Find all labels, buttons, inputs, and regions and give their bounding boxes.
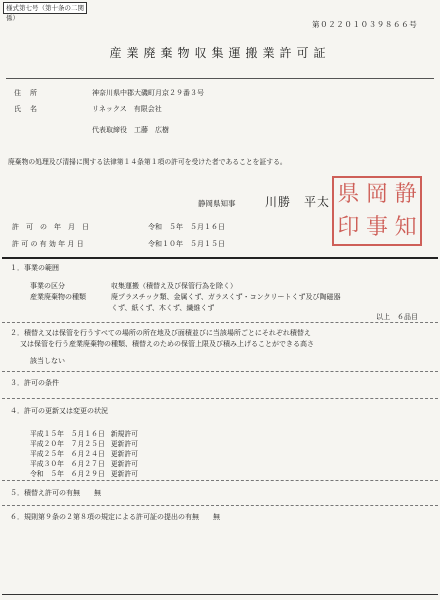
section-1-title: １．事業の範囲 [10,264,59,272]
table-row [30,428,144,438]
address-label: 住 所 [14,89,38,97]
waste-type-label: 産業廃棄物の種類 [30,293,86,301]
history-date: 平成１５年 ５月１６日 [30,430,105,438]
table-row [30,468,144,478]
divider [6,78,434,79]
certificate-number: 第０２２０１０３９８６６号 [312,20,418,29]
item-count: 以上 ６品目 [376,313,418,321]
seal-char: 知 [394,214,417,240]
official-seal [332,176,422,246]
seal-char: 印 [337,214,360,240]
section-5-title: ５．積替え許可の有無 無 [10,489,101,497]
history-date: 平成２５年 ６月２４日 [30,450,105,458]
section-2-text: ２．積替え又は保管を行うすべての場所の所在地及び面積並びに当該場所ごとにそれぞれ積替え [10,329,311,337]
history-type: 更新許可 [110,460,138,468]
section-4-title: ４．許可の更新又は変更の状況 [10,407,108,415]
history-date: 平成２０年 ７月２５日 [30,440,105,448]
waste-type-value-cont: くず、紙くず、木くず、繊維くず [111,304,215,312]
waste-type-value: 廃プラスチック類、金属くず、ガラスくず・コンクリートくず及び陶磁器 [111,293,341,301]
section-6-title: ６．規則第９条の２第８項の規定による許可証の提出の有無 無 [10,513,220,521]
renewal-history-table [30,428,144,478]
divider [2,398,438,399]
divider [2,371,438,372]
section-2-text-cont: 又は保管を行う産業廃棄物の種類、積替えのための保管上限及び積み上げることができる高さ [20,340,314,348]
business-category-label: 事業の区分 [30,282,65,290]
divider [2,594,438,595]
divider [2,257,438,259]
history-type: 更新許可 [110,470,138,478]
section-2-value: 該当しない [30,357,65,365]
governor-title: 静岡県知事 [198,199,236,208]
business-category-value: 収集運搬（積替え及び保管行為を除く） [111,282,237,290]
divider [2,480,438,481]
seal-char: 県 [337,181,360,207]
table-row [30,438,144,448]
permit-date-value: 令和 ５年 ５月１６日 [148,223,225,231]
divider [2,505,438,506]
seal-char: 静 [394,181,417,207]
seal-char: 事 [365,214,388,240]
name-label: 氏 名 [14,105,38,113]
seal-char: 岡 [365,181,388,207]
representative-name: 代表取締役 工藤 広樹 [92,126,169,134]
table-row [30,448,144,458]
history-date: 平成３０年 ６月２７日 [30,460,105,468]
expiry-date-label: 許 可 の 有 効 年 月 日 [12,240,84,248]
governor-name: 川勝 平太 [265,195,331,209]
certificate-title: 産業廃棄物収集運搬業許可証 [109,46,331,60]
history-date: 令和 ５年 ６月２９日 [30,470,105,478]
permit-date-label: 許 可 の 年 月 日 [12,223,89,231]
history-type: 新規許可 [110,430,138,438]
certification-statement: 廃棄物の処理及び清掃に関する法律第１４条第１項の許可を受けた者であることを証する。 [8,158,287,166]
address-value: 神奈川県中郡大磯町月京２９番３号 [92,89,204,97]
table-row [30,458,144,468]
company-name: リネックス 有限会社 [92,105,162,113]
divider [2,322,438,323]
section-3-title: ３．許可の条件 [10,379,59,387]
expiry-date-value: 令和１０年 ５月１５日 [148,240,225,248]
history-type: 更新許可 [110,450,138,458]
form-number-label: 様式第七号（第十条の二関係） [3,2,87,14]
history-type: 更新許可 [110,440,138,448]
